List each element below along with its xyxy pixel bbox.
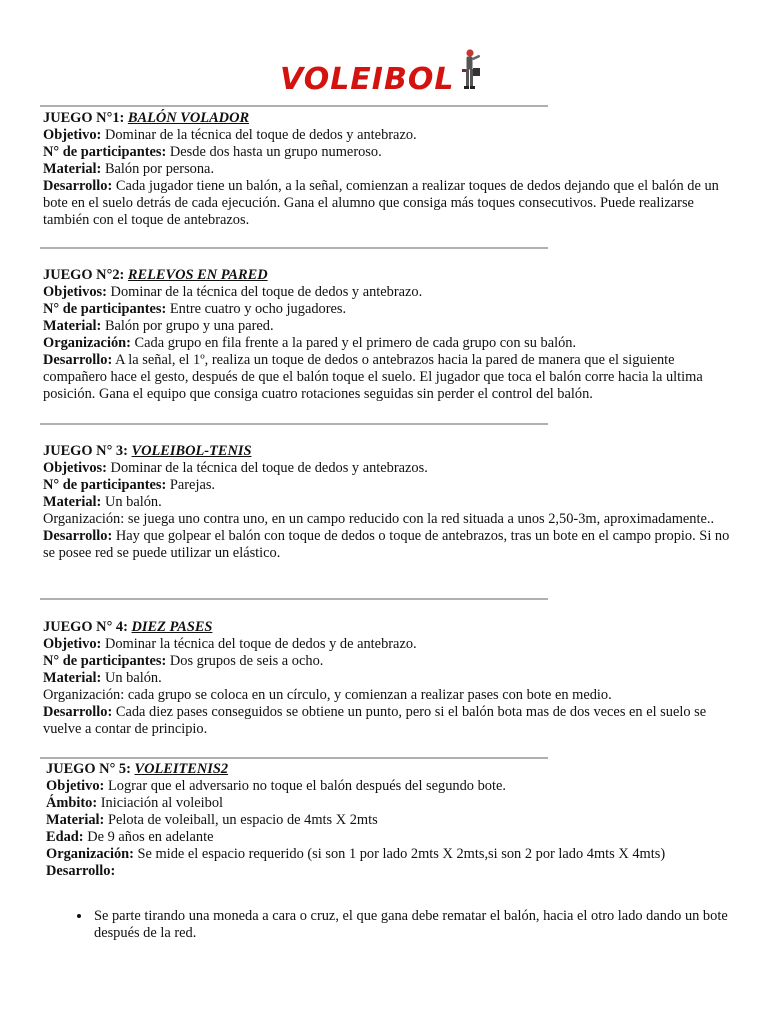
- game-heading: JUEGO N°1: BALÓN VOLADOR: [43, 110, 250, 126]
- game-material: Material: Un balón.: [43, 494, 162, 510]
- game-development: Desarrollo: Cada diez pases conseguidos se obtiene un punto, pero si el balón bota mas de dos veces en el suelo se vuelve a contar de principio.: [43, 704, 707, 737]
- game-objective: Objetivo: Lograr que el adversario no toque el balón después del segundo bote.: [46, 778, 506, 794]
- game-heading: JUEGO N° 5: VOLEITENIS2: [46, 761, 229, 777]
- development-bullets: [46, 908, 736, 942]
- divider: [40, 598, 548, 600]
- game-age: Edad: De 9 años en adelante: [46, 829, 214, 845]
- game-material: Material: Balón por persona.: [43, 161, 215, 177]
- game-section: [43, 110, 735, 229]
- game-name: BALÓN VOLADOR: [127, 110, 250, 126]
- game-material: Material: Pelota de voleiball, un espacio de 4mts X 2mts: [46, 812, 378, 828]
- game-participants: N° de participantes: Desde dos hasta un grupo numeroso.: [43, 144, 382, 160]
- game-development: Desarrollo: Cada jugador tiene un balón, a la señal, comienzan a realizar toques de dedos dejando que el balón de un bote en el suelo detrás de cada ejecución. Gana el alumno que consiga más toques consecutivos. Puede realizarse también con el toque de antebrazos.: [43, 178, 719, 228]
- game-objective: Objetivo: Dominar de la técnica del toque de dedos y antebrazo.: [43, 127, 417, 143]
- game-development: Desarrollo: Hay que golpear el balón con toque de dedos o toque de antebrazos, tras un bote en el campo propio. Si no se posee red se puede utilizar un elástico.: [43, 528, 730, 561]
- game-name: DIEZ PASES: [131, 619, 213, 635]
- game-name: RELEVOS EN PARED: [127, 267, 268, 283]
- game-material: Material: Un balón.: [43, 670, 162, 686]
- game-section: [46, 761, 736, 942]
- game-objective: Objetivos: Dominar de la técnica del toque de dedos y antebrazos.: [43, 460, 428, 476]
- game-organization: Organización: Cada grupo en fila frente a la pared y el primero de cada grupo con su balón.: [43, 335, 577, 351]
- game-development: Desarrollo:: [46, 863, 116, 879]
- game-organization: Organización: se juega uno contra uno, en un campo reducido con la red situada a unos 2,50-3m, aproximadamente..: [43, 511, 715, 527]
- game-section: [43, 443, 735, 562]
- game-development: Desarrollo: A la señal, el 1º, realiza un toque de dedos o antebrazos hacia la pared de manera que el siguiente compañero hace el gesto, después de que el balón toque el suelo. El jugador que toca el balón corre hacia la ultima posición. Gana el equipo que consiga cuatro rotaciones seguidas sin perder el control del balón.: [43, 352, 703, 402]
- divider: [40, 423, 548, 425]
- bullet-item: • Se parte tirando una moneda a cara o cruz, el que gana debe rematar el balón, hacia el otro lado dando un bote después de la red.: [92, 908, 736, 942]
- game-participants: N° de participantes: Entre cuatro y ocho jugadores.: [43, 301, 347, 317]
- game-heading: JUEGO N° 4: DIEZ PASES: [43, 619, 213, 635]
- game-objective: Objetivo: Dominar la técnica del toque de dedos y de antebrazo.: [43, 636, 417, 652]
- divider: [40, 757, 548, 759]
- game-name: VOLEIBOL-TENIS: [131, 443, 252, 459]
- game-organization: Organización: cada grupo se coloca en un círculo, y comienzan a realizar pases con bote en medio.: [43, 687, 612, 703]
- game-material: Material: Balón por grupo y una pared.: [43, 318, 274, 334]
- game-heading: JUEGO N°2: RELEVOS EN PARED: [43, 267, 268, 283]
- game-heading: JUEGO N° 3: VOLEIBOL-TENIS: [43, 443, 252, 459]
- game-participants: N° de participantes: Dos grupos de seis a ocho.: [43, 653, 324, 669]
- divider: [40, 105, 548, 107]
- game-name: VOLEITENIS2: [134, 761, 229, 777]
- game-organization: Organización: Se mide el espacio requerido (si son 1 por lado 2mts X 2mts,si son 2 por lado 4mts X 4mts): [46, 846, 666, 862]
- game-section: [43, 267, 735, 403]
- game-participants: N° de participantes: Parejas.: [43, 477, 216, 493]
- document-title: VOLEIBOL: [280, 62, 455, 97]
- divider: [40, 247, 548, 249]
- game-section: [43, 619, 735, 738]
- game-scope: Ámbito: Iniciación al voleibol: [46, 795, 224, 811]
- game-objective: Objetivos: Dominar de la técnica del toque de dedos y antebrazo.: [43, 284, 423, 300]
- volleyball-player-icon: [458, 48, 488, 98]
